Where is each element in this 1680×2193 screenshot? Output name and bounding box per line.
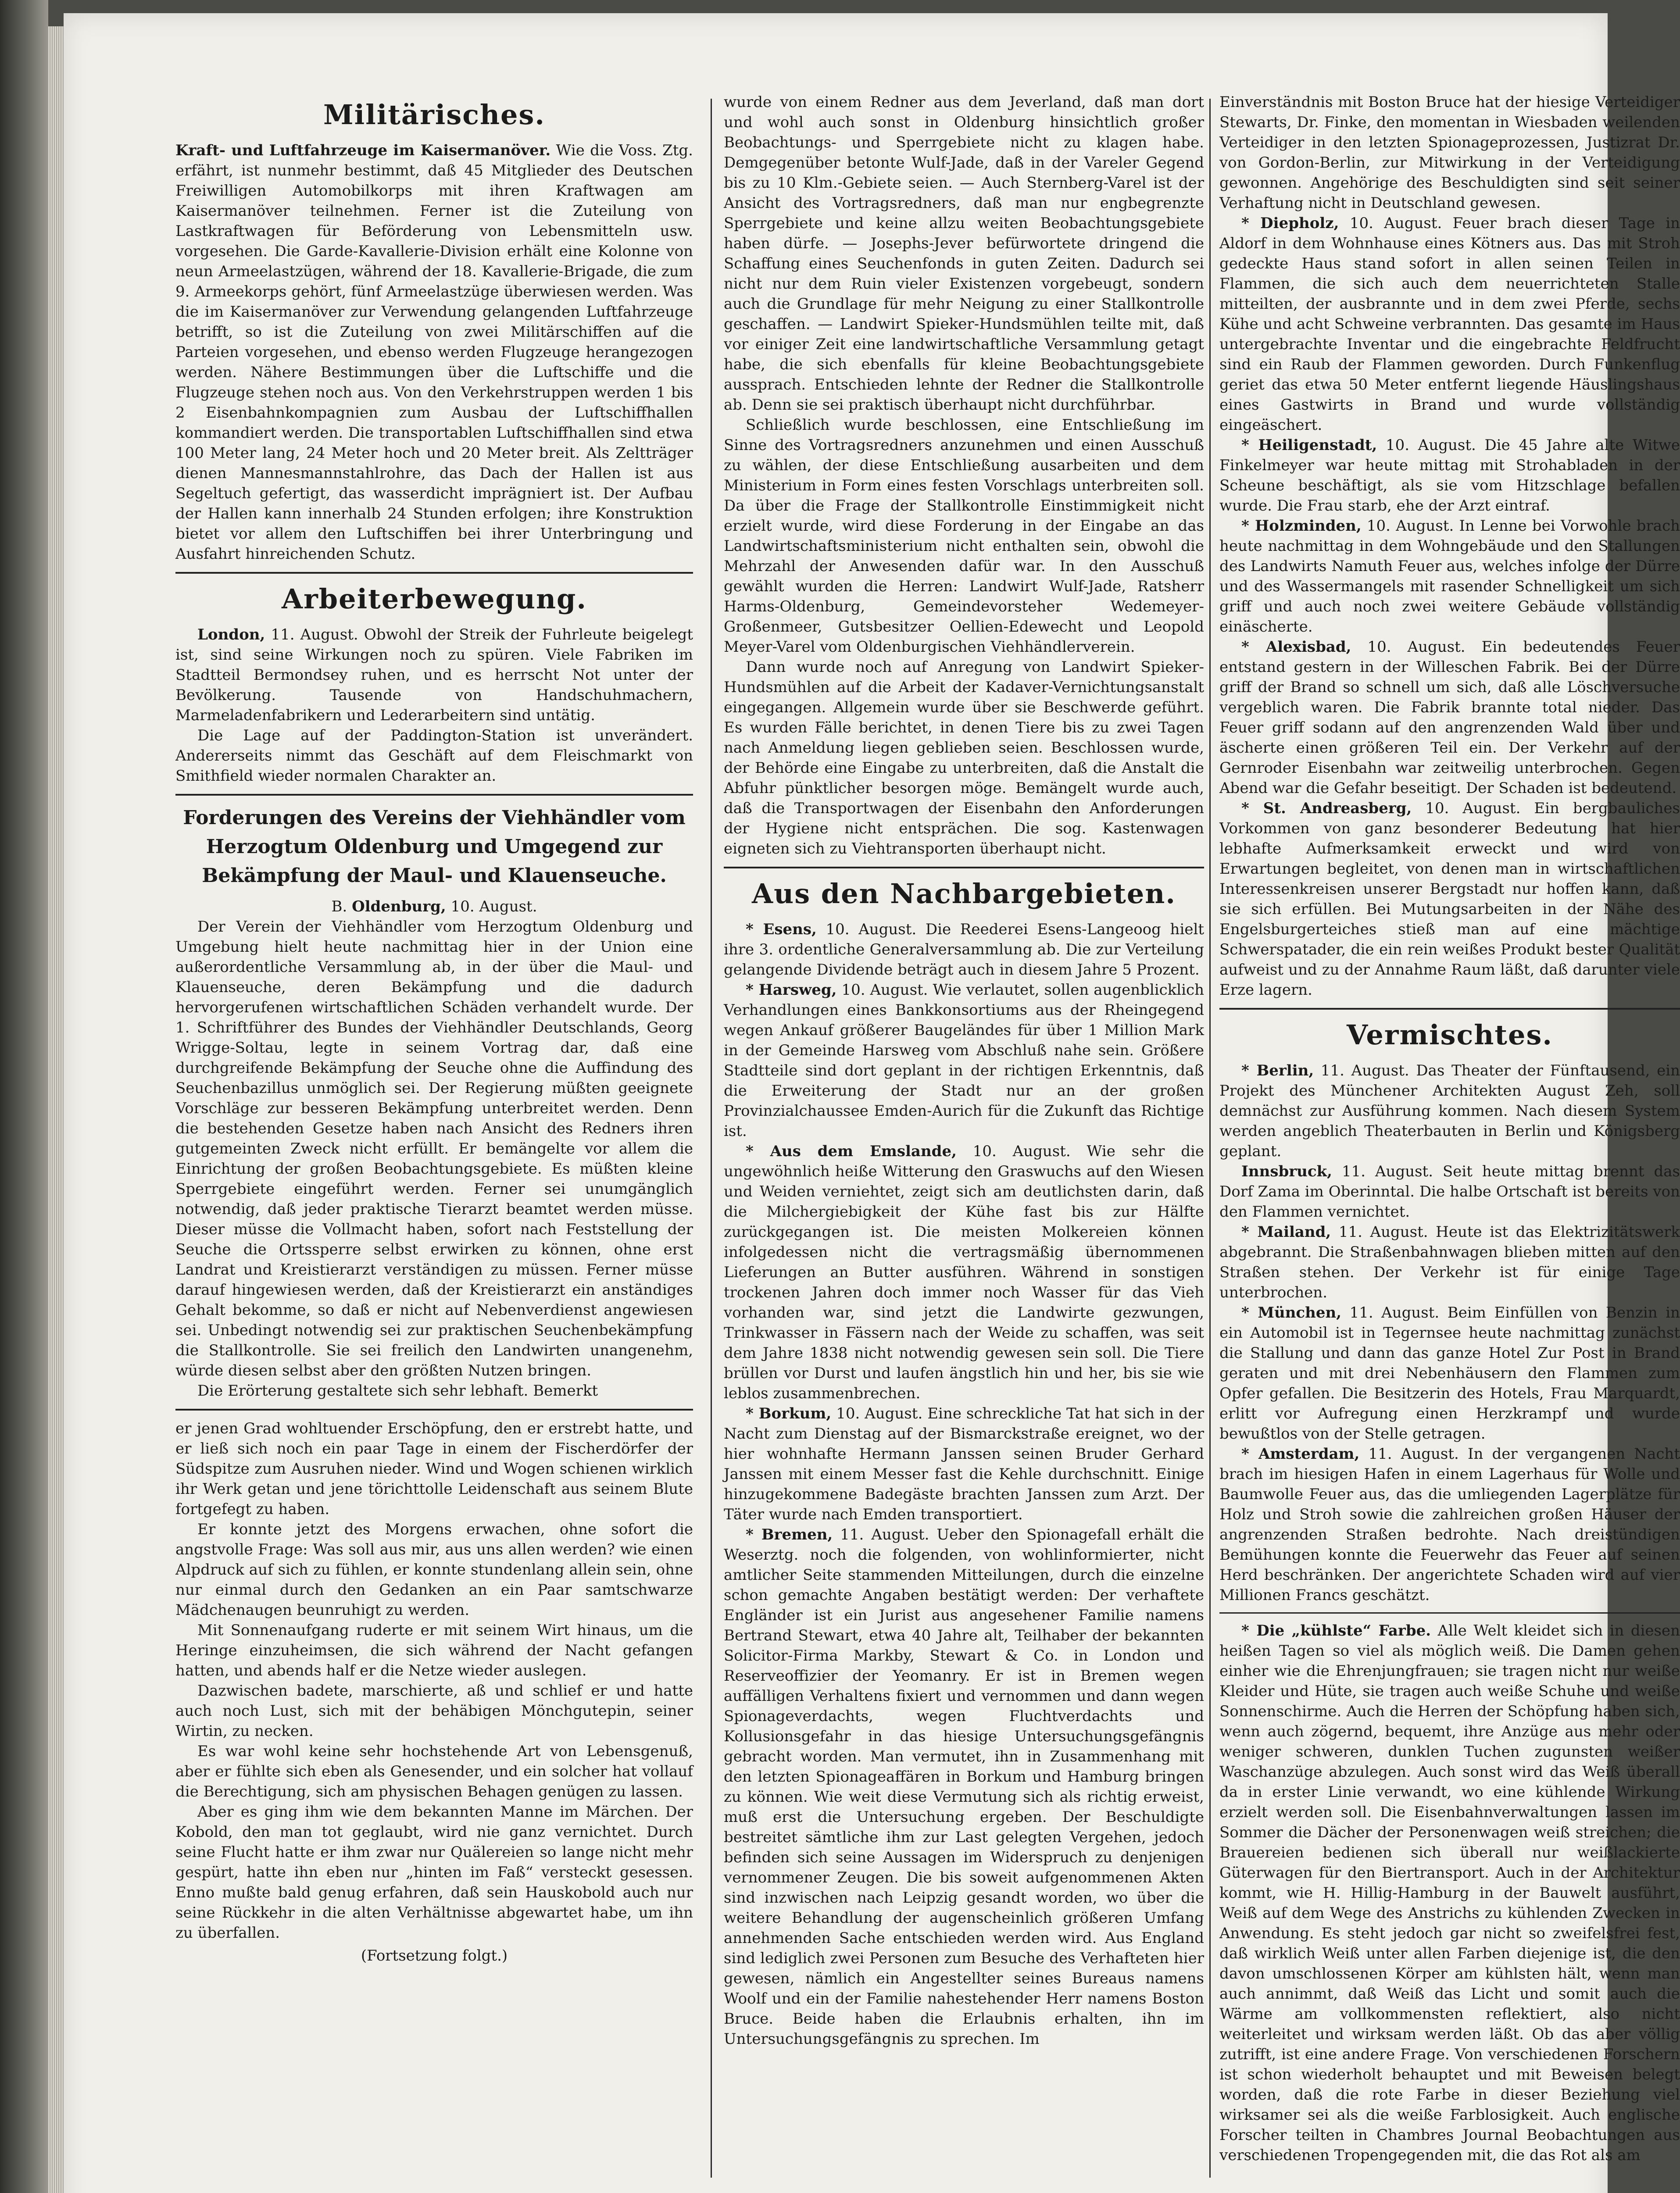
news-place: * Bremen, bbox=[746, 1526, 833, 1543]
news-text: 10. August. Eine schreckliche Tat hat sich in der Nacht zum Dienstag auf der Bismarckstraße ereignet, wo der hier wohnhafte Hermann Janssen seinen Bruder Gerhard Janssen mit einem Messer fast die Kehle durchschnitt. Einige hinzugekommene Badegäste brachten Janssen zum Arzt. Der Täter wurde nach Emden transportiert. bbox=[724, 1405, 1204, 1523]
news-text: 10. August. Die Reederei Esens-Langeoog hielt ihre 3. ordentliche Generalversammlung ab. Die zur Verteilung gelangende Dividende beträgt auch in diesem Jahre 5 Prozent. bbox=[724, 921, 1204, 979]
news-item bbox=[1219, 435, 1680, 516]
column-2 bbox=[724, 92, 1204, 2180]
section-heading-neighbors: Aus den Nachbargebieten. bbox=[752, 878, 1176, 910]
news-text: 11. August. In der vergangenen Nacht brach im hiesigen Hafen in einem Lagerhaus für Wolle und Baumwolle Feuer aus, das die umliegenden Lagerplätze für Holz und Stroh sowie die zahlreichen großen Häuser der angrenzenden Straßen bedrohte. Nach dreistündigen Bemühungen konnte die Feuerwehr das Feuer auf seinen Herd beschränken. Der angerichtete Schaden wird auf vier Millionen Francs geschätzt. bbox=[1219, 1445, 1680, 1604]
article-lead: Kraft- und Luftfahrzeuge im Kaisermanöver. bbox=[175, 142, 551, 159]
news-item bbox=[1219, 1161, 1680, 1222]
news-item bbox=[724, 1404, 1204, 1525]
section-heading-labor: Arbeiterbewegung. bbox=[282, 583, 587, 615]
separator bbox=[175, 572, 693, 574]
news-text: 11. August. Ueber den Spionagefall erhält die Weserztg. noch die folgenden, von wohlinformierter, nicht amtlicher Seite stammenden Mitteilungen, durch die einzelne schon gemachte Angaben bestätigt werden: Der verhaftete Engländer ist ein Jurist aus angesehener Familie namens Bertrand Stewart, etwa 40 Jahre alt, Teilhaber der bekannten Solicitor-Firma Markby, Stewart & Co. in London und Reserveoffizier der Yeomanry. Er ist in Bremen wegen auffälligen Verhaltens fixiert und vernommen und dann wegen Spionageverdachts, wegen Fluchtverdachts und Kollusionsgefahr in das hiesige Untersuchungsgefängnis gebracht worden. Man vermutet, ihn in Zusammenhang mit den letzten Spionageaffären in Borkum und Hamburg bringen zu können. Wie weit diese Vermutung sich als richtig erweist, muß erst die Untersuchung ergeben. Der Beschuldigte bestreitet sämtliche ihm zur Last gelegten Vergehen, jedoch befinden sich seine Aussagen im Widerspruch zu denjenigen vernommener Zeugen. Die bis soweit aufgenommenen Akten sind inzwischen nach Leipzig gesandt worden, wo über die weitere Behandlung der augenscheinlich größeren Umfang annehmenden Sache entschieden werden wird. Aus England sind lediglich zwei Personen zum Besuche des Verhafteten hier gewesen, nämlich ein Angestellter seines Bureaus namens Woolf und ein der Familie nahestehender Herr namens Boston Bruce. Beide haben die Erlaubnis erhalten, ihn im Untersuchungsgefängnis zu sprechen. Im bbox=[724, 1526, 1204, 2048]
continuation-note: (Fortsetzung folgt.) bbox=[361, 1947, 508, 1964]
article-paragraph: Schließlich wurde beschlossen, eine Entschließung im Sinne des Vortragsredners anzunehmen und einen Ausschuß zu wählen, der diese Entschließung ausarbeiten und dem Ministerium in Form eines festen Vorschlags unterbreiten soll. Da über die Frage der Stallkontrolle Einstimmigkeit nicht erzielt wurde, wird diese Forderung in der Eingabe an das Landwirtschaftsministerium nicht enthalten sein, obwohl die Mehrzahl der Anwesenden dafür war. In den Ausschuß gewählt wurden die Herren: Landwirt Wulf-Jade, Ratsherr Harms-Oldenburg, Gemeindevorsteher Wedemeyer-Großenmeer, Gutsbesitzer Oellien-Edewecht und Leopold Meyer-Varel vom Oldenburgischen Viehhändlerverein. bbox=[724, 416, 1204, 656]
news-item bbox=[724, 1141, 1204, 1404]
news-text: 10. August. In Lenne bei Vorwohle brach heute nachmittag in dem Wohngebäude und den Stallungen des Landwirts Namuth Feuer aus, welches infolge der Dürre und des Wassermangels mit rasender Schnelligkeit um sich griff und auch noch zwei weitere Gebäude vollständig einäscherte. bbox=[1219, 517, 1680, 636]
article-text: Wie die Voss. Ztg. erfährt, ist nunmehr bestimmt, daß 45 Mitglieder des Deutschen Freiwilligen Automobilkorps mit ihren Kraftwagen am Kaisermanöver teilnehmen. Ferner ist die Zuteilung von Lastkraftwagen für Beförderung von Lebensmitteln usw. vorgesehen. Die Garde-Kavallerie-Division erhält eine Kolonne von neun Armeelastzügen, während der 18. Kavallerie-Brigade, die zum 9. Armeekorps gehört, fünf Armeelastzüge überwiesen werden. Was die im Kaisermanöver zur Verwendung gelangenden Luftfahrzeuge betrifft, so ist die Zuteilung von zwei Militärschiffen auf die Parteien vorgesehen, und ebenso werden Flugzeuge herangezogen werden. Nähere Bestimmungen über die Luftschiffe und die Flugzeuge stehen noch aus. Von den Verkehrstruppen werden 1 bis 2 Eisenbahnkompagnien zum Ausbau der Luftschiffhallen kommandiert werden. Die transportablen Luftschiffhallen sind etwa 100 Meter lang, 24 Meter hoch und 20 Meter breit. Als Zeltträger dienen Mannesmannstahlrohre, das Dach der Hallen ist aus Segeltuch gefertigt, das wasserdicht imprägniert ist. Der Aufbau der Hallen kann innerhalb 24 Stunden erfolgen; ihre Konstruktion bietet vor allem den Luftschiffen bei ihrer Unterbringung und Ausfahrt hinreichenden Schutz. bbox=[175, 142, 693, 563]
separator bbox=[1219, 1612, 1680, 1614]
news-text: 10. August. Wie verlautet, sollen augenblicklich Verhandlungen eines Bankkonsortiums aus der Rheingegend wegen Ankauf größerer Baugeländes für über 1 Million Mark in der Gemeinde Harsweg vom Abschluß nahe sein. Größere Stadtteile sind dort geplant in der richtigen Erkenntnis, daß die Erweiterung der Stadt nur an der großen Provinzialchaussee Emden-Aurich für die Zukunft das Richtige ist. bbox=[724, 981, 1204, 1140]
news-item bbox=[724, 980, 1204, 1141]
news-place: * Alexisbad, bbox=[1241, 638, 1351, 656]
column-rule bbox=[711, 99, 712, 2178]
byline-place: Oldenburg, bbox=[352, 898, 446, 915]
article-byline bbox=[175, 896, 693, 917]
news-text: 11. August. Seit heute mittag brennt das Dorf Zama im Oberinntal. Die halbe Ortschaft ist bereits von den Flammen vernichtet. bbox=[1219, 1163, 1680, 1221]
news-place: * Heiligenstadt, bbox=[1241, 436, 1377, 454]
news-item bbox=[1219, 1303, 1680, 1444]
news-place: * Diepholz, bbox=[1241, 214, 1339, 232]
book-binding bbox=[0, 0, 48, 2193]
newspaper-page bbox=[64, 13, 1680, 2193]
article-heading-cattle: Forderungen des Vereins der Viehhändler vom Herzogtum Oldenburg und Umgegend zur Bekämpfung der Maul- und Klauenseuche. bbox=[183, 807, 686, 887]
article-place: London, bbox=[197, 626, 265, 643]
news-item bbox=[1219, 1222, 1680, 1303]
news-text: 11. August. Das Theater der Fünftausend, ein Projekt des Münchener Architekten August Zeh, soll demnächst zur Ausführung kommen. Nach diesem System werden angeblich Theaterbauten in Berlin und Königsberg geplant. bbox=[1219, 1062, 1680, 1160]
news-place: Innsbruck, bbox=[1241, 1163, 1332, 1180]
news-place: * Borkum, bbox=[746, 1405, 832, 1422]
story-paragraph: Er konnte jetzt des Morgens erwachen, ohne sofort die angstvolle Frage: Was soll aus mir, aus uns allen werden? wie einen Alpdruck auf sich zu fühlen, er konnte stundenlang allein sein, ohne nur einmal durch den Gedanken an ein Paar samtschwarze Mädchenaugen beunruhigt zu werden. bbox=[175, 1521, 693, 1619]
article-paragraph: Der Verein der Viehhändler vom Herzogtum Oldenburg und Umgebung hielt heute nachmittag hier in der Union eine außerordentliche Versammlung ab, in der über die Maul- und Klauenseuche, deren Bekämpfung und die dadurch hervorgerufenen wirtschaftlichen Schäden verhandelt wurde. Der 1. Schriftführer des Bundes der Viehhändler Deutschlands, Georg Wrigge-Soltau, legte in seinem Vortrag dar, daß eine durchgreifende Bekämpfung der Seuche ohne die Auffindung des Seuchenbazillus unmöglich sei. Der Regierung müßten geeignete Vorschläge zur besseren Bekämpfung unterbreitet werden. Denn die bestehenden Gesetze haben nach Ansicht des Redners ihren gutgemeinten Zweck nicht erfüllt. Er bemängelte vor allem die Einrichtung der großen Beobachtungsgebiete. Es müßten kleine Sperrgebiete eingeführt werden. Ferner sei unumgänglich notwendig, daß jeder praktische Tierarzt beamtet werden müsse. Dieser müsse die Vollmacht haben, sofort nach Feststellung der Seuche die Ortssperre selbst erwirken zu können, ohne erst Landrat und Kreistierarzt verständigen zu müssen. Ferner müsse darauf hingewiesen werden, daß der Kreistierarzt ein anständiges Gehalt bekomme, so daß er nicht auf Nebenverdienst angewiesen sei. Unbedingt notwendig sei zur praktischen Seuchenbekämpfung die Stallkontrolle. Sie sei freilich den Landwirten unangenehm, würde diesen selbst aber den größten Nutzen bringen. bbox=[175, 918, 693, 1379]
page-edges bbox=[48, 26, 66, 2193]
news-item bbox=[1219, 1444, 1680, 1605]
news-item bbox=[724, 1525, 1204, 2049]
news-place: * Aus dem Emslande, bbox=[746, 1143, 957, 1160]
separator bbox=[1219, 1008, 1680, 1010]
news-text: Alle Welt kleidet sich in diesen heißen Tagen so viel als möglich weiß. Die Damen gehen einher wie die Ehrenjungfrauen; sie tragen nicht nur weiße Kleider und Hüte, sie tragen auch weiße Schuhe und weiße Sonnenschirme. Auch die Herren der Schöpfung haben sich, wenn auch zögernd, bequemt, ihre Anzüge aus mehr oder weniger schweren, dunklen Tuchen zugunsten weißer Waschanzüge abzulegen. Auch sonst wird das Weiß überall da in erster Linie verwandt, wo eine kühlende Wirkung erzielt werden soll. Die Eisenbahnverwaltungen lassen im Sommer die Dächer der Personenwagen weiß streichen; die Brauereien bedienen sich überall nur weißlackierte Güterwagen für den Biertransport. Auch in der Architektur kommt, wie H. Hillig-Hamburg in der Bauwelt ausführt, Weiß auf dem Wege des Anstrichs zu kühlenden Zwecken in Anwendung. Es steht jedoch gar nicht so zweifelsfrei fest, daß wirklich Weiß unter allen Farben diejenige ist, die den davon umschlossenen Körper am kühlsten hält, wenn man auch annimmt, daß Weiß das Licht und somit auch die Wärme am vollkommensten reflektiert, also nicht weiterleitet und wirksam werden läßt. Ob das aber völlig zutrifft, ist eine andere Frage. Von verschiedenen Forschern ist schon wiederholt behauptet und mit Beweisen belegt worden, daß die rote Farbe in dieser Beziehung viel wirksamer sei als die weiße Farblosigkeit. Auch englische Forscher teilten in Chambres Journal Beobachtungen aus verschiedenen Tropengegenden mit, die das Rot als am bbox=[1219, 1622, 1680, 2164]
article-labor bbox=[175, 625, 693, 725]
article-military bbox=[175, 140, 693, 564]
news-item bbox=[1219, 1621, 1680, 2165]
story-paragraph: Dazwischen badete, marschierte, aß und schlief er und hatte auch noch Lust, sich mit der behäbigen Mönchgutерin, seiner Wirtin, zu necken. bbox=[175, 1682, 693, 1740]
article-paragraph: Die Erörterung gestaltete sich sehr lebhaft. Bemerkt bbox=[197, 1382, 598, 1400]
news-text: 11. August. Beim Einfüllen von Benzin in ein Automobil ist in Tegernsee heute nachmittag zunächst die Stallung und dann das ganze Hotel Zur Post in Brand geraten und mit drei Nebenhäusern den Flammen zum Opfer gefallen. Die Besitzerin des Hotels, Frau Marquardt, erlitt vor Aufregung einen Herzkrampf und wurde bewußtlos von der Stelle getragen. bbox=[1219, 1304, 1680, 1443]
story-paragraph: Aber es ging ihm wie dem bekannten Manne im Märchen. Der Kobold, den man tot geglaubt, wird nie ganz vernichtet. Durch seine Flucht hatte er ihm zwar nur Quälereien so lange nicht mehr gespürt, hatte ihn eben nur „hinten im Faß“ versteckt gesessen. Enno mußte bald genug erfahren, daß sein Hauskobold auch nur seine Rückkehr in die alten Verhältnisse abgewartet habe, um ihn zu überfallen. bbox=[175, 1803, 693, 1942]
news-place: * Holzminden, bbox=[1241, 517, 1362, 535]
column-1 bbox=[175, 92, 693, 2180]
news-place: * St. Andreasberg, bbox=[1241, 800, 1412, 817]
news-text: 11. August. Heute ist das Elektrizitätswerk abgebrannt. Die Straßenbahnwagen blieben mitten auf den Straßen stehen. Der Verkehr ist für einige Tage unterbrochen. bbox=[1219, 1223, 1680, 1301]
news-place: * Esens, bbox=[746, 921, 817, 938]
byline-mark: B. bbox=[331, 898, 347, 915]
separator bbox=[175, 1409, 693, 1411]
column-rule bbox=[1209, 99, 1211, 2178]
section-heading-military: Militärisches. bbox=[323, 99, 545, 131]
separator bbox=[175, 794, 693, 796]
news-place: * Berlin, bbox=[1241, 1062, 1314, 1079]
byline-date: 10. August. bbox=[450, 898, 537, 915]
separator bbox=[724, 867, 1204, 868]
news-item bbox=[1219, 213, 1680, 435]
news-text: 10. August. Wie sehr die ungewöhnlich heiße Witterung den Graswuchs auf den Wiesen und Weiden verniehtet, zeigt sich am deutlichsten darin, daß die Milchergiebigkeit der Kühe fast bis zur Hälfte zurückgegangen ist. Die meisten Molkereien können infolgedessen nicht die vertragsmäßig übernommenen Lieferungen an Butter ausführen. Während in sonstigen trockenen Jahren doch immer noch Wasser für das Vieh vorhanden war, sind jetzt die Landwirte gezwungen, Trinkwasser in Fässern nach der Weide zu schaffen, was seit dem Jahre 1838 nicht notwendig gewesen sein soll. Die Tiere brüllen vor Durst und laufen ängstlich hin und her, bis sie wie leblos zusammenbrechen. bbox=[724, 1143, 1204, 1402]
story-paragraph: er jenen Grad wohltuender Erschöpfung, den er erstrebt hatte, und er ließ sich noch ein paar Tage in einem der Fischerdörfer der Südspitze zum Ausruhen nieder. Wind und Wogen schienen wirklich ihr Werk getan und jene törichttolle Leidenschaft aus seinem Blute fortgefegt zu haben. bbox=[175, 1420, 693, 1518]
article-text: 11. August. Obwohl der Streik der Fuhrleute beigelegt ist, sind seine Wirkungen noch zu spüren. Viele Fabriken im Stadtteil Bermondsey ruhen, und es herrscht Not unter der Bevölkerung. Tausende von Handschuhmachern, Marmeladenfabrikern und Lederarbeitern sind untätig. bbox=[175, 626, 693, 724]
article-paragraph: Die Lage auf der Paddington-Station ist unverändert. Andererseits nimmt das Geschäft auf dem Fleischmarkt von Smithfield wieder normalen Charakter an. bbox=[175, 727, 693, 785]
news-item bbox=[1219, 798, 1680, 1000]
news-item bbox=[1219, 1061, 1680, 1161]
news-item bbox=[1219, 516, 1680, 637]
news-place: * Harsweg, bbox=[746, 981, 837, 999]
news-place: * Mailand, bbox=[1241, 1223, 1331, 1241]
story-paragraph: Es war wohl keine sehr hochstehende Art von Lebensgenuß, aber er fühlte sich eben als Genesender, und ein solcher hat vollauf die Berechtigung, sich am physischen Behagen genügen zu lassen. bbox=[175, 1743, 693, 1800]
section-heading-misc: Vermischtes. bbox=[1347, 1019, 1553, 1051]
article-paragraph: wurde von einem Redner aus dem Jeverland, daß man dort und wohl auch sonst in Oldenburg hinsichtlich großer Beobachtungs- und Sperrgebiete nicht zu klagen habe. Demgegenüber betonte Wulf-Jade, daß in der Vareler Gegend bis zu 10 Klm.-Gebiete seien. — Auch Sternberg-Varel ist der Ansicht des Vortragsredners, daß man nur engbegrenzte Sperrgebiete und keine allzu weiten Beobachtungsgebiete haben dürfe. — Josephs-Jever befürwortete dringend die Schaffung eines Seuchenfonds in guten Zeiten. Dadurch sei nicht nur dem Ruin vieler Existenzen vorgebeugt, sondern auch die Grundlage für mehr Neigung zu einer Stallkontrolle geschaffen. — Landwirt Spieker-Hundsmühlen teilte mit, daß vor einiger Zeit eine landwirtschaftliche Versammlung getagt habe, die sich ebenfalls für kleine Beobachtungsgebiete aussprach. Entschieden lehnte der Redner die Stallkontrolle ab. Denn sie sei praktisch überhaupt nicht durchführbar. bbox=[724, 93, 1204, 414]
story-paragraph: Mit Sonnenaufgang ruderte er mit seinem Wirt hinaus, um die Heringe einzuheimsen, die sich während der Nacht gefangen hatten, und abends half er die Netze wieder auslegen. bbox=[175, 1622, 693, 1679]
article-paragraph: Einverständnis mit Boston Bruce hat der hiesige Verteidiger Stewarts, Dr. Finke, den momentan in Wiesbaden weilenden Verteidiger in den letzten Spionageprozessen, Justizrat Dr. von Gordon-Berlin, zur Mitwirkung in der Verteidigung gewonnen. Angehörige des Beschuldigten sind seit seiner Verhaftung nicht in Deutschland gewesen. bbox=[1219, 93, 1680, 212]
news-item bbox=[724, 919, 1204, 980]
news-text: 10. August. Die 45 Jahre alte Witwe Finkelmeyer war heute mittag mit Strohabladen in der Scheune beschäftigt, als sie vom Hitzschlage befallen wurde. Die Frau starb, ehe der Arzt eintraf. bbox=[1219, 436, 1680, 514]
news-place: * Die „kühlste“ Farbe. bbox=[1241, 1622, 1431, 1639]
news-text: 10. August. Feuer brach dieser Tage in Aldorf in dem Wohnhause eines Kötners aus. Das mit Stroh gedeckte Haus stand sofort in allen seinen Teilen in Flammen, die sich auch dem neuerrichteten Stalle mitteilten, der ausbrannte und in dem zwei Pferde, sechs Kühe und acht Schweine verbrannten. Das gesamte im Haus untergebrachte Inventar und die eingebrachte Feldfrucht sind ein Raub der Flammen geworden. Durch Funkenflug geriet das etwa 50 Meter entfernt liegende Häuslingshaus eines Gastwirts in Brand und wurde vollständig eingeäschert. bbox=[1219, 214, 1680, 434]
news-text: 10. August. Ein bedeutendes Feuer entstand gestern in der Willeschen Fabrik. Bei der Dürre griff der Brand so schnell um sich, daß alle Löschversuche vergeblich waren. Die Fabrik brannte total nieder. Das Feuer griff sodann auf den angrenzenden Wald über und äscherte einen größeren Teil ein. Der Verkehr auf der Gernroder Eisenbahn war zeitweilig unterbrochen. Gegen Abend war die Gefahr beseitigt. Der Schaden ist bedeutend. bbox=[1219, 638, 1680, 797]
news-text: 10. August. Ein bergbauliches Vorkommen von ganz besonderer Bedeutung hat hier lebhafte Aufmerksamkeit erweckt und wird von Erwartungen begleitet, von denen man in wirtschaftlichen Interessenkreisen unserer Bergstadt nur hoffen kann, daß sie sich erfüllen. Bei Mutungsarbeiten in der Nähe des Engelsburgerteiches stieß man auf eine mächtige Schwerspatader, die ein rein weißes Produkt bester Qualität aufweist und zu der Annahme Raum läßt, daß darunter viele Erze lagern. bbox=[1219, 800, 1680, 999]
news-place: * München, bbox=[1241, 1304, 1342, 1322]
article-paragraph: Dann wurde noch auf Anregung von Landwirt Spieker-Hundsmühlen auf die Arbeit der Kadaver-Vernichtungsanstalt eingegangen. Allgemein wurde über sie Beschwerde geführt. Es wurden Fälle berichtet, in denen Tiere bis zu zwei Tagen nach Anmeldung liegen geblieben seien. Beschlossen wurde, der Behörde eine Eingabe zu unterbreiten, daß die Anstalt die Abfuhr pünktlicher besorgen möge. Bemängelt wurde auch, daß die Transportwagen der Eisenbahn den Anforderungen der Hygiene nicht entsprächen. Die sog. Kastenwagen eigneten sich zu Viehtransporten überhaupt nicht. bbox=[724, 658, 1204, 857]
news-item bbox=[1219, 637, 1680, 798]
news-place: * Amsterdam, bbox=[1241, 1445, 1360, 1463]
column-3 bbox=[1219, 92, 1680, 2180]
